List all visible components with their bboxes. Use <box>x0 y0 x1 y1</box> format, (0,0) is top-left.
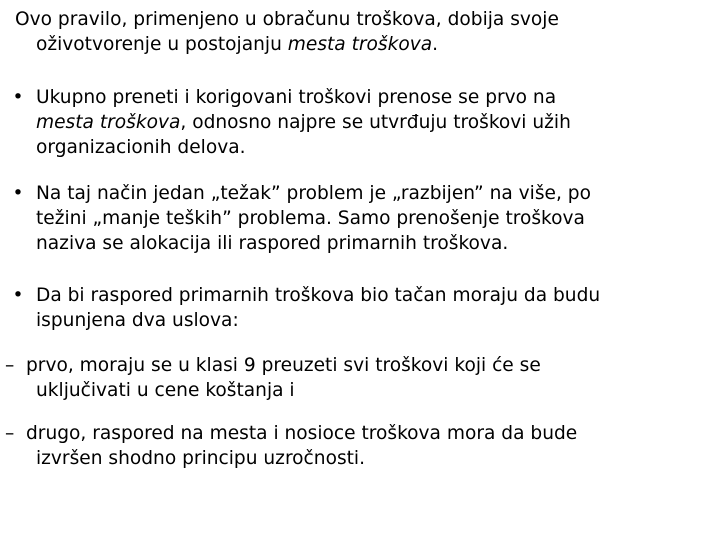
bullet-1-line-2 <box>36 110 571 135</box>
bullet-item-1 <box>0 85 716 160</box>
intro-line-2 <box>36 32 438 57</box>
intro-line-2-end: . <box>432 34 439 55</box>
dash-item-2 <box>0 421 716 471</box>
dash-marker: – <box>5 355 15 376</box>
intro-line-1: Ovo pravilo, primenjeno u obračunu troškova, dobija svoje <box>15 9 559 30</box>
bullet-marker: • <box>12 183 24 204</box>
intro-line-2-text: oživotvorenje u postojanju <box>36 34 288 55</box>
bullet-2-line-2: težini „manje teških” problema. Samo prenošenje troškova <box>36 208 585 229</box>
dash-1-line-1: prvo, moraju se u klasi 9 preuzeti svi troškovi koji će se <box>26 355 541 376</box>
bullet-1-line-2-text: , odnosno najpre se utvrđuju troškovi užih <box>180 112 571 133</box>
bullet-3-line-1: Da bi raspored primarnih troškova bio tačan moraju da budu <box>36 285 601 306</box>
intro-emphasis: mesta troškova <box>287 34 433 55</box>
bullet-item-3 <box>0 283 716 333</box>
bullet-3-line-2: ispunjena dva uslova: <box>36 310 239 331</box>
bullet-marker: • <box>12 285 24 306</box>
bullet-1-emphasis: mesta troškova <box>36 112 181 133</box>
dash-item-1 <box>0 353 716 403</box>
bullet-item-2 <box>0 181 716 256</box>
dash-2-line-1: drugo, raspored na mesta i nosioce troškova mora da bude <box>26 423 578 444</box>
bullet-1-line-3: organizacionih delova. <box>36 137 246 158</box>
bullet-marker: • <box>12 87 24 108</box>
dash-marker: – <box>5 423 15 444</box>
dash-2-line-2: izvršen shodno principu uzročnosti. <box>36 448 365 469</box>
bullet-2-line-1: Na taj način jedan „težak” problem je „razbijen” na više, po <box>36 183 591 204</box>
bullet-2-line-3: naziva se alokacija ili raspored primarnih troškova. <box>36 233 509 254</box>
intro-paragraph <box>0 7 716 57</box>
bullet-1-line-1: Ukupno preneti i korigovani troškovi prenose se prvo na <box>36 87 557 108</box>
dash-1-line-2: uključivati u cene koštanja i <box>36 380 295 401</box>
